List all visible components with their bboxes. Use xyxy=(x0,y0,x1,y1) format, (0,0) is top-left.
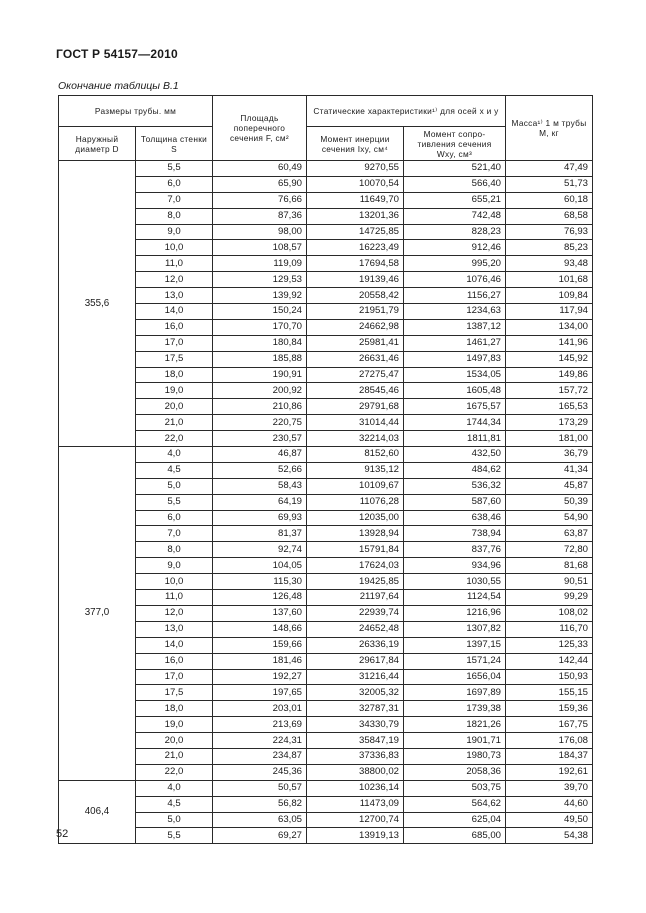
wall-thickness-cell: 5,0 xyxy=(136,812,213,828)
wall-thickness-cell: 11,0 xyxy=(136,256,213,272)
moment-of-inertia-cell: 15791,84 xyxy=(307,542,404,558)
table-row xyxy=(59,415,593,431)
mass-cell: 99,29 xyxy=(506,590,593,606)
moment-of-inertia-cell: 26631,46 xyxy=(307,351,404,367)
mass-cell: 63,87 xyxy=(506,526,593,542)
moment-of-inertia-cell: 31014,44 xyxy=(307,415,404,431)
mass-cell: 155,15 xyxy=(506,685,593,701)
table-row xyxy=(59,574,593,590)
mass-cell: 165,53 xyxy=(506,399,593,415)
wall-thickness-cell: 7,0 xyxy=(136,526,213,542)
moment-of-inertia-cell: 31216,44 xyxy=(307,669,404,685)
area-cell: 213,69 xyxy=(213,717,307,733)
moment-of-inertia-cell: 27275,47 xyxy=(307,367,404,383)
table-row xyxy=(59,812,593,828)
table-row xyxy=(59,462,593,478)
wall-thickness-cell: 4,5 xyxy=(136,796,213,812)
section-modulus-cell: 638,46 xyxy=(404,510,506,526)
table-row xyxy=(59,192,593,208)
area-cell: 180,84 xyxy=(213,335,307,351)
section-modulus-cell: 1697,89 xyxy=(404,685,506,701)
area-cell: 126,48 xyxy=(213,590,307,606)
table-row xyxy=(59,240,593,256)
moment-of-inertia-cell: 29791,68 xyxy=(307,399,404,415)
mass-cell: 36,79 xyxy=(506,447,593,463)
table-row xyxy=(59,367,593,383)
moment-of-inertia-cell: 17694,58 xyxy=(307,256,404,272)
area-cell: 98,00 xyxy=(213,224,307,240)
table-row xyxy=(59,733,593,749)
header-outer-diameter: Наружный диаметр D xyxy=(59,127,136,161)
wall-thickness-cell: 13,0 xyxy=(136,621,213,637)
moment-of-inertia-cell: 13928,94 xyxy=(307,526,404,542)
moment-of-inertia-cell: 21951,79 xyxy=(307,304,404,320)
area-cell: 220,75 xyxy=(213,415,307,431)
area-cell: 139,92 xyxy=(213,288,307,304)
table-row xyxy=(59,748,593,764)
mass-cell: 108,02 xyxy=(506,605,593,621)
table-row xyxy=(59,717,593,733)
mass-cell: 125,33 xyxy=(506,637,593,653)
mass-cell: 50,39 xyxy=(506,494,593,510)
table-row xyxy=(59,637,593,653)
table-row xyxy=(59,256,593,272)
section-modulus-cell: 738,94 xyxy=(404,526,506,542)
area-cell: 65,90 xyxy=(213,176,307,192)
moment-of-inertia-cell: 12700,74 xyxy=(307,812,404,828)
area-cell: 148,66 xyxy=(213,621,307,637)
mass-cell: 167,75 xyxy=(506,717,593,733)
area-cell: 210,86 xyxy=(213,399,307,415)
wall-thickness-cell: 5,5 xyxy=(136,494,213,510)
mass-cell: 68,58 xyxy=(506,208,593,224)
section-modulus-cell: 564,62 xyxy=(404,796,506,812)
moment-of-inertia-cell: 11649,70 xyxy=(307,192,404,208)
wall-thickness-cell: 4,5 xyxy=(136,462,213,478)
header-mass-per-meter: Масса¹⁾ 1 м трубы М, кг xyxy=(506,96,593,161)
table-row xyxy=(59,176,593,192)
area-cell: 63,05 xyxy=(213,812,307,828)
mass-cell: 72,80 xyxy=(506,542,593,558)
wall-thickness-cell: 19,0 xyxy=(136,383,213,399)
area-cell: 192,27 xyxy=(213,669,307,685)
wall-thickness-cell: 17,5 xyxy=(136,685,213,701)
section-modulus-cell: 828,23 xyxy=(404,224,506,240)
wall-thickness-cell: 21,0 xyxy=(136,415,213,431)
area-cell: 52,66 xyxy=(213,462,307,478)
table-row xyxy=(59,272,593,288)
table-row xyxy=(59,383,593,399)
mass-cell: 109,84 xyxy=(506,288,593,304)
moment-of-inertia-cell: 10109,67 xyxy=(307,478,404,494)
mass-cell: 173,29 xyxy=(506,415,593,431)
wall-thickness-cell: 12,0 xyxy=(136,605,213,621)
section-modulus-cell: 503,75 xyxy=(404,780,506,796)
area-cell: 190,91 xyxy=(213,367,307,383)
area-cell: 119,09 xyxy=(213,256,307,272)
table-row xyxy=(59,590,593,606)
section-modulus-cell: 566,40 xyxy=(404,176,506,192)
table-row xyxy=(59,621,593,637)
wall-thickness-cell: 21,0 xyxy=(136,748,213,764)
mass-cell: 159,36 xyxy=(506,701,593,717)
section-modulus-cell: 1811,81 xyxy=(404,431,506,447)
section-modulus-cell: 1901,71 xyxy=(404,733,506,749)
section-modulus-cell: 1461,27 xyxy=(404,335,506,351)
moment-of-inertia-cell: 38800,02 xyxy=(307,764,404,780)
moment-of-inertia-cell: 32005,32 xyxy=(307,685,404,701)
moment-of-inertia-cell: 34330,79 xyxy=(307,717,404,733)
area-cell: 64,19 xyxy=(213,494,307,510)
wall-thickness-cell: 20,0 xyxy=(136,733,213,749)
moment-of-inertia-cell: 29617,84 xyxy=(307,653,404,669)
area-cell: 115,30 xyxy=(213,574,307,590)
table-body xyxy=(59,161,593,844)
section-modulus-cell: 1030,55 xyxy=(404,574,506,590)
wall-thickness-cell: 9,0 xyxy=(136,224,213,240)
mass-cell: 150,93 xyxy=(506,669,593,685)
table-row xyxy=(59,161,593,177)
mass-cell: 47,49 xyxy=(506,161,593,177)
table-row xyxy=(59,542,593,558)
section-modulus-cell: 742,48 xyxy=(404,208,506,224)
table-caption: Окончание таблицы В.1 xyxy=(58,80,179,92)
moment-of-inertia-cell: 32787,31 xyxy=(307,701,404,717)
area-cell: 69,27 xyxy=(213,828,307,844)
wall-thickness-cell: 17,0 xyxy=(136,669,213,685)
header-pipe-dimensions: Размеры трубы. мм xyxy=(59,96,213,127)
section-modulus-cell: 625,04 xyxy=(404,812,506,828)
wall-thickness-cell: 10,0 xyxy=(136,574,213,590)
table-row xyxy=(59,669,593,685)
section-modulus-cell: 1821,26 xyxy=(404,717,506,733)
table-row xyxy=(59,526,593,542)
header-cross-section-area: Площадь поперечного сечения F, см² xyxy=(213,96,307,161)
moment-of-inertia-cell: 32214,03 xyxy=(307,431,404,447)
section-modulus-cell: 1387,12 xyxy=(404,319,506,335)
wall-thickness-cell: 14,0 xyxy=(136,304,213,320)
mass-cell: 134,00 xyxy=(506,319,593,335)
mass-cell: 49,50 xyxy=(506,812,593,828)
section-modulus-cell: 1234,63 xyxy=(404,304,506,320)
mass-cell: 116,70 xyxy=(506,621,593,637)
section-modulus-cell: 1076,46 xyxy=(404,272,506,288)
wall-thickness-cell: 22,0 xyxy=(136,764,213,780)
wall-thickness-cell: 18,0 xyxy=(136,367,213,383)
section-modulus-cell: 521,40 xyxy=(404,161,506,177)
document-code-header: ГОСТ Р 54157—2010 xyxy=(56,47,178,61)
table-row xyxy=(59,510,593,526)
moment-of-inertia-cell: 25981,41 xyxy=(307,335,404,351)
area-cell: 108,57 xyxy=(213,240,307,256)
wall-thickness-cell: 5,5 xyxy=(136,161,213,177)
area-cell: 60,49 xyxy=(213,161,307,177)
table-row xyxy=(59,304,593,320)
mass-cell: 90,51 xyxy=(506,574,593,590)
mass-cell: 142,44 xyxy=(506,653,593,669)
wall-thickness-cell: 14,0 xyxy=(136,637,213,653)
area-cell: 46,87 xyxy=(213,447,307,463)
area-cell: 230,57 xyxy=(213,431,307,447)
header-wall-thickness: Толщина стенки S xyxy=(136,127,213,161)
moment-of-inertia-cell: 11076,28 xyxy=(307,494,404,510)
table-row xyxy=(59,764,593,780)
table-row xyxy=(59,399,593,415)
section-modulus-cell: 685,00 xyxy=(404,828,506,844)
table-row xyxy=(59,319,593,335)
wall-thickness-cell: 19,0 xyxy=(136,717,213,733)
table-row xyxy=(59,780,593,796)
table-row xyxy=(59,224,593,240)
area-cell: 200,92 xyxy=(213,383,307,399)
table-row xyxy=(59,494,593,510)
wall-thickness-cell: 13,0 xyxy=(136,288,213,304)
section-modulus-cell: 837,76 xyxy=(404,542,506,558)
section-modulus-cell: 2058,36 xyxy=(404,764,506,780)
table-row xyxy=(59,558,593,574)
wall-thickness-cell: 17,0 xyxy=(136,335,213,351)
section-modulus-cell: 1980,73 xyxy=(404,748,506,764)
header-moment-of-inertia: Момент инерции сечения Ixy, см⁴ xyxy=(307,127,404,161)
area-cell: 150,24 xyxy=(213,304,307,320)
moment-of-inertia-cell: 11473,09 xyxy=(307,796,404,812)
area-cell: 159,66 xyxy=(213,637,307,653)
mass-cell: 85,23 xyxy=(506,240,593,256)
area-cell: 104,05 xyxy=(213,558,307,574)
area-cell: 170,70 xyxy=(213,319,307,335)
area-cell: 185,88 xyxy=(213,351,307,367)
moment-of-inertia-cell: 9135,12 xyxy=(307,462,404,478)
moment-of-inertia-cell: 19425,85 xyxy=(307,574,404,590)
mass-cell: 181,00 xyxy=(506,431,593,447)
moment-of-inertia-cell: 24652,48 xyxy=(307,621,404,637)
mass-cell: 41,34 xyxy=(506,462,593,478)
wall-thickness-cell: 4,0 xyxy=(136,780,213,796)
moment-of-inertia-cell: 9270,55 xyxy=(307,161,404,177)
mass-cell: 192,61 xyxy=(506,764,593,780)
wall-thickness-cell: 17,5 xyxy=(136,351,213,367)
moment-of-inertia-cell: 19139,46 xyxy=(307,272,404,288)
mass-cell: 81,68 xyxy=(506,558,593,574)
moment-of-inertia-cell: 22939,74 xyxy=(307,605,404,621)
moment-of-inertia-cell: 10236,14 xyxy=(307,780,404,796)
wall-thickness-cell: 11,0 xyxy=(136,590,213,606)
area-cell: 69,93 xyxy=(213,510,307,526)
outer-diameter-cell: 377,0 xyxy=(59,447,136,781)
mass-cell: 141,96 xyxy=(506,335,593,351)
mass-cell: 44,60 xyxy=(506,796,593,812)
header-section-modulus: Момент сопро-тивления сечения Wxy, см³ xyxy=(404,127,506,161)
area-cell: 58,43 xyxy=(213,478,307,494)
area-cell: 181,46 xyxy=(213,653,307,669)
mass-cell: 176,08 xyxy=(506,733,593,749)
table-row xyxy=(59,796,593,812)
wall-thickness-cell: 20,0 xyxy=(136,399,213,415)
outer-diameter-cell: 355,6 xyxy=(59,161,136,447)
moment-of-inertia-cell: 17624,03 xyxy=(307,558,404,574)
wall-thickness-cell: 12,0 xyxy=(136,272,213,288)
moment-of-inertia-cell: 12035,00 xyxy=(307,510,404,526)
moment-of-inertia-cell: 20558,42 xyxy=(307,288,404,304)
table-row xyxy=(59,828,593,844)
section-modulus-cell: 1744,34 xyxy=(404,415,506,431)
mass-cell: 157,72 xyxy=(506,383,593,399)
moment-of-inertia-cell: 10070,54 xyxy=(307,176,404,192)
wall-thickness-cell: 22,0 xyxy=(136,431,213,447)
mass-cell: 60,18 xyxy=(506,192,593,208)
wall-thickness-cell: 6,0 xyxy=(136,176,213,192)
area-cell: 92,74 xyxy=(213,542,307,558)
mass-cell: 93,48 xyxy=(506,256,593,272)
area-cell: 81,37 xyxy=(213,526,307,542)
mass-cell: 101,68 xyxy=(506,272,593,288)
section-modulus-cell: 536,32 xyxy=(404,478,506,494)
area-cell: 224,31 xyxy=(213,733,307,749)
moment-of-inertia-cell: 14725,85 xyxy=(307,224,404,240)
mass-cell: 54,90 xyxy=(506,510,593,526)
mass-cell: 117,94 xyxy=(506,304,593,320)
area-cell: 234,87 xyxy=(213,748,307,764)
section-modulus-cell: 655,21 xyxy=(404,192,506,208)
table-row xyxy=(59,208,593,224)
wall-thickness-cell: 7,0 xyxy=(136,192,213,208)
mass-cell: 145,92 xyxy=(506,351,593,367)
table-row xyxy=(59,701,593,717)
area-cell: 76,66 xyxy=(213,192,307,208)
area-cell: 137,60 xyxy=(213,605,307,621)
table-row xyxy=(59,335,593,351)
table-row xyxy=(59,447,593,463)
area-cell: 245,36 xyxy=(213,764,307,780)
outer-diameter-cell: 406,4 xyxy=(59,780,136,844)
moment-of-inertia-cell: 26336,19 xyxy=(307,637,404,653)
wall-thickness-cell: 5,5 xyxy=(136,828,213,844)
mass-cell: 39,70 xyxy=(506,780,593,796)
page-number: 52 xyxy=(56,828,69,840)
pipe-properties-table xyxy=(58,95,593,844)
section-modulus-cell: 1497,83 xyxy=(404,351,506,367)
moment-of-inertia-cell: 16223,49 xyxy=(307,240,404,256)
wall-thickness-cell: 6,0 xyxy=(136,510,213,526)
section-modulus-cell: 1307,82 xyxy=(404,621,506,637)
wall-thickness-cell: 9,0 xyxy=(136,558,213,574)
moment-of-inertia-cell: 21197,64 xyxy=(307,590,404,606)
section-modulus-cell: 1216,96 xyxy=(404,605,506,621)
section-modulus-cell: 934,96 xyxy=(404,558,506,574)
wall-thickness-cell: 10,0 xyxy=(136,240,213,256)
section-modulus-cell: 587,60 xyxy=(404,494,506,510)
table-row xyxy=(59,605,593,621)
area-cell: 203,01 xyxy=(213,701,307,717)
section-modulus-cell: 432,50 xyxy=(404,447,506,463)
table-row xyxy=(59,685,593,701)
section-modulus-cell: 912,46 xyxy=(404,240,506,256)
table-row xyxy=(59,288,593,304)
section-modulus-cell: 1656,04 xyxy=(404,669,506,685)
table-row xyxy=(59,431,593,447)
area-cell: 129,53 xyxy=(213,272,307,288)
moment-of-inertia-cell: 28545,46 xyxy=(307,383,404,399)
section-modulus-cell: 1156,27 xyxy=(404,288,506,304)
section-modulus-cell: 1571,24 xyxy=(404,653,506,669)
moment-of-inertia-cell: 35847,19 xyxy=(307,733,404,749)
table-row xyxy=(59,351,593,367)
moment-of-inertia-cell: 37336,83 xyxy=(307,748,404,764)
moment-of-inertia-cell: 13919,13 xyxy=(307,828,404,844)
moment-of-inertia-cell: 13201,36 xyxy=(307,208,404,224)
mass-cell: 51,73 xyxy=(506,176,593,192)
moment-of-inertia-cell: 8152,60 xyxy=(307,447,404,463)
mass-cell: 149,86 xyxy=(506,367,593,383)
area-cell: 197,65 xyxy=(213,685,307,701)
wall-thickness-cell: 8,0 xyxy=(136,208,213,224)
wall-thickness-cell: 5,0 xyxy=(136,478,213,494)
area-cell: 87,36 xyxy=(213,208,307,224)
section-modulus-cell: 1397,15 xyxy=(404,637,506,653)
wall-thickness-cell: 16,0 xyxy=(136,319,213,335)
header-static-characteristics: Статические характеристики¹⁾ для осей x и y xyxy=(307,96,506,127)
wall-thickness-cell: 18,0 xyxy=(136,701,213,717)
area-cell: 56,82 xyxy=(213,796,307,812)
mass-cell: 54,38 xyxy=(506,828,593,844)
moment-of-inertia-cell: 24662,98 xyxy=(307,319,404,335)
wall-thickness-cell: 4,0 xyxy=(136,447,213,463)
wall-thickness-cell: 8,0 xyxy=(136,542,213,558)
mass-cell: 184,37 xyxy=(506,748,593,764)
section-modulus-cell: 1739,38 xyxy=(404,701,506,717)
section-modulus-cell: 1124,54 xyxy=(404,590,506,606)
area-cell: 50,57 xyxy=(213,780,307,796)
section-modulus-cell: 995,20 xyxy=(404,256,506,272)
wall-thickness-cell: 16,0 xyxy=(136,653,213,669)
table-row xyxy=(59,653,593,669)
section-modulus-cell: 1534,05 xyxy=(404,367,506,383)
section-modulus-cell: 1675,57 xyxy=(404,399,506,415)
table-row xyxy=(59,478,593,494)
mass-cell: 76,93 xyxy=(506,224,593,240)
section-modulus-cell: 1605,48 xyxy=(404,383,506,399)
section-modulus-cell: 484,62 xyxy=(404,462,506,478)
mass-cell: 45,87 xyxy=(506,478,593,494)
